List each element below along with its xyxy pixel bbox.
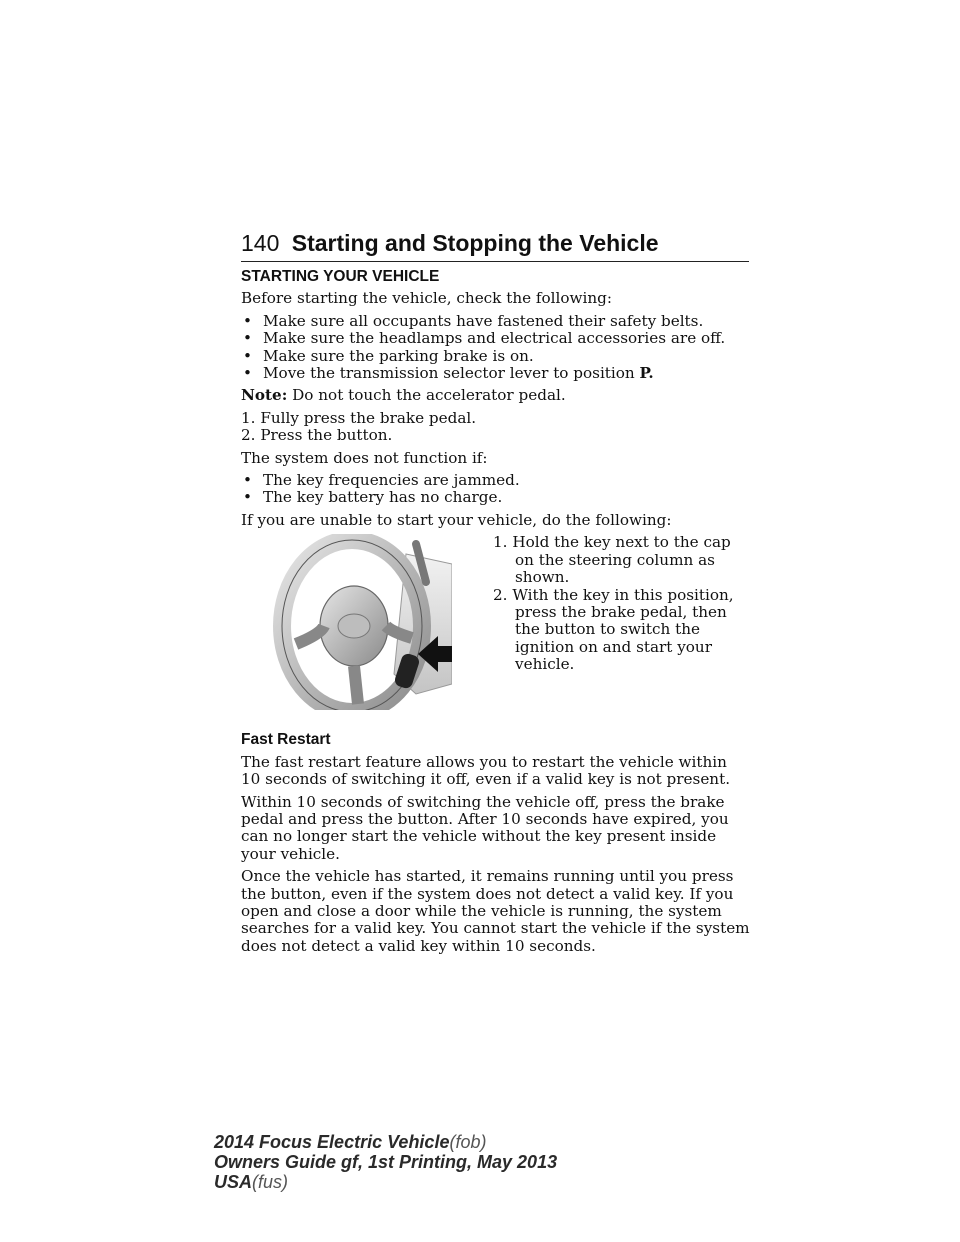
paragraph: The fast restart feature allows you to restart the vehicle within 10 seconds of switching it off, even if a valid key is not present.	[241, 752, 731, 789]
section-title-fast-restart: Fast Restart	[241, 731, 331, 749]
check-item	[241, 365, 751, 382]
page-content	[241, 268, 751, 960]
steering-wheel-key-illustration	[266, 534, 452, 710]
footer-model: 2014 Focus Electric Vehicle	[214, 1132, 450, 1152]
unable-step: 1. Hold the key next to the cap on the steering column as shown.	[493, 533, 731, 587]
fail-item: • The key battery has no charge.	[241, 489, 751, 506]
page-header	[241, 230, 749, 262]
check-list	[241, 313, 751, 383]
fail-intro: The system does not function if:	[241, 448, 488, 467]
footer-line	[214, 1132, 557, 1152]
check-item-text: Move the transmission selector lever to position	[263, 364, 635, 383]
position-p: P.	[639, 364, 654, 383]
unable-intro: If you are unable to start your vehicle, do the following:	[241, 510, 672, 529]
footer-line: Owners Guide gf, 1st Printing, May 2013	[214, 1152, 558, 1172]
footer-market-code: (fus)	[252, 1172, 289, 1192]
unable-step: 2. With the key in this position, press the brake pedal, then the button to switch the ignition on and start your vehicle.	[493, 585, 734, 674]
note-text: Do not touch the accelerator pedal.	[292, 386, 566, 405]
check-item: • Make sure all occupants have fastened their safety belts.	[241, 313, 751, 330]
paragraph: Once the vehicle has started, it remains running until you press the button, even if the system does not detect a valid key. If you open and close a door while the vehicle is running, the system searches for a valid key. You cannot start the vehicle if the system does not detect a valid key within 10 seconds.	[241, 867, 750, 955]
page-number: 140	[241, 230, 280, 256]
footer-line	[214, 1172, 557, 1192]
section-title-starting: STARTING YOUR VEHICLE	[241, 268, 440, 285]
page-footer	[214, 1132, 557, 1192]
note	[241, 387, 751, 404]
start-step: 1. Fully press the brake pedal.	[241, 408, 477, 427]
unable-steps	[493, 534, 751, 673]
start-step: 2. Press the button.	[241, 426, 393, 445]
check-intro: Before starting the vehicle, check the following:	[241, 289, 613, 308]
start-steps	[241, 410, 751, 445]
fail-list	[241, 472, 751, 507]
note-label: Note:	[241, 386, 288, 405]
footer-market: USA	[214, 1172, 253, 1192]
fail-item: • The key frequencies are jammed.	[241, 472, 751, 489]
chapter-title: Starting and Stopping the Vehicle	[291, 230, 659, 256]
figure-row	[241, 534, 751, 714]
paragraph: Within 10 seconds of switching the vehicle off, press the brake pedal and press the button. After 10 seconds have expired, you can no longer start the vehicle without the key present inside your vehicle.	[241, 792, 729, 863]
footer-model-code: (fob)	[449, 1132, 487, 1152]
check-item: • Make sure the headlamps and electrical accessories are off.	[241, 330, 751, 347]
check-item: • Make sure the parking brake is on.	[241, 348, 751, 365]
